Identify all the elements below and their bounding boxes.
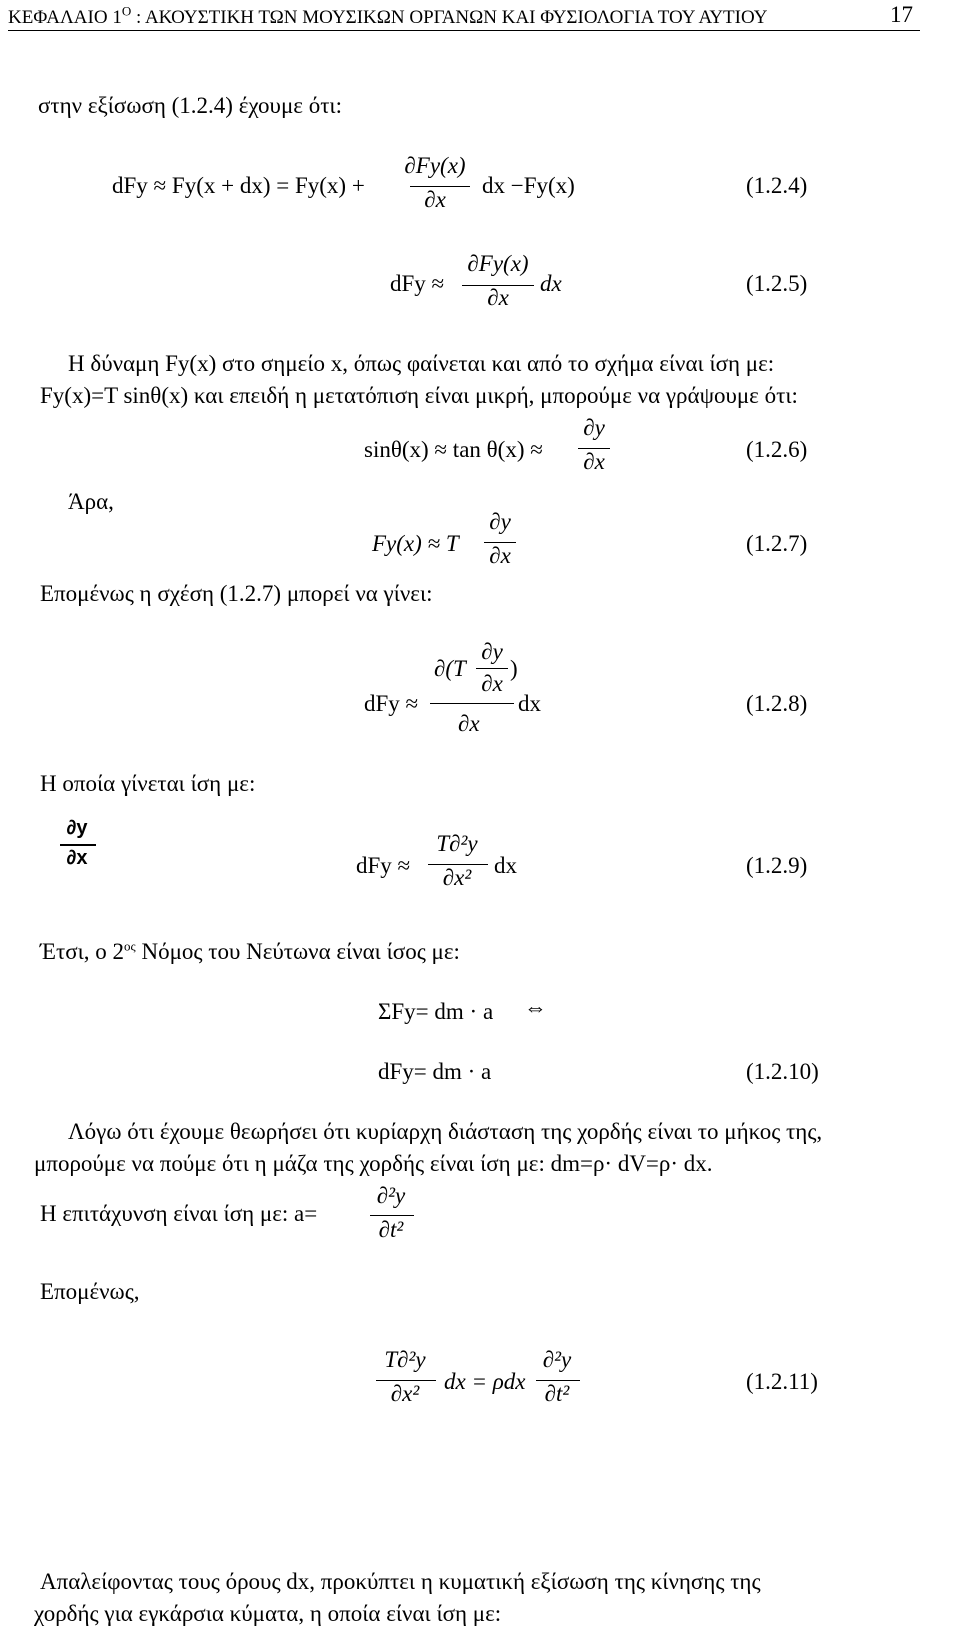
- fraction-numerator: ∂²y: [376, 1183, 406, 1208]
- fraction: [532, 1346, 582, 1408]
- equation-rhs: dx: [540, 271, 562, 296]
- fraction: [372, 1346, 438, 1408]
- paragraph: Λόγω ότι έχουμε θεωρήσει ότι κυρίαρχη διάσταση της χορδής είναι το μήκος της,: [68, 1119, 823, 1144]
- header-rule: [8, 30, 920, 31]
- equation-lhs: dFy ≈: [356, 853, 411, 878]
- fraction: [400, 152, 470, 214]
- fraction-numerator: ∂y: [489, 509, 511, 534]
- paragraph: Απαλείφοντας τους όρους dx, προκύπτει η κυματική εξίσωση της κίνησης της: [40, 1569, 761, 1594]
- chapter-prefix: ΚΕΦΑΛΑΙΟ 1: [8, 7, 122, 28]
- paragraph-part: Νόμος του Νεύτωνα είναι ίσος με:: [135, 939, 460, 964]
- equation-lhs: dFy ≈ Fy(x + dx) = Fy(x) +: [112, 173, 365, 198]
- chapter-title: : ΑΚΟΥΣΤΙΚΗ ΤΩΝ ΜΟΥΣΙΚΩΝ ΟΡΓΑΝΩΝ ΚΑΙ ΦΥΣΙΟΛΟΓΙΑ ΤΟΥ ΑΥΤΙΟΥ: [131, 7, 768, 28]
- fraction-numerator: ∂Fy(x): [467, 251, 529, 276]
- paragraph: στην εξίσωση (1.2.4) έχουμε ότι:: [38, 93, 343, 118]
- paragraph: [40, 938, 460, 966]
- paragraph: Η οποία γίνεται ίση με:: [40, 771, 256, 796]
- side-denominator: ∂x: [66, 847, 88, 869]
- fraction-numerator: ∂Fy(x): [404, 153, 466, 178]
- equation-lhs: sinθ(x) ≈ tan θ(x) ≈: [364, 437, 543, 462]
- equation-label: (1.2.7): [746, 531, 808, 556]
- paragraph-part: Έτσι, ο 2: [40, 939, 125, 964]
- fraction-bar: [370, 1215, 414, 1216]
- superscript: ος: [124, 938, 136, 954]
- equation-label: (1.2.8): [746, 691, 808, 716]
- paragraph: χορδής για εγκάρσια κύματα, η οποία είναι ίση με:: [34, 1601, 502, 1626]
- nested-fraction-bar: [476, 668, 508, 669]
- fraction-bar: [536, 1380, 580, 1381]
- fraction-denominator: ∂x: [424, 187, 446, 212]
- page-number: 17: [890, 2, 913, 27]
- equation-label: (1.2.5): [746, 271, 808, 296]
- fraction: [574, 414, 614, 476]
- paragraph: Επομένως η σχέση (1.2.7) μπορεί να γίνει:: [40, 581, 433, 606]
- equivalence-arrow-icon: ⇔: [524, 995, 547, 1020]
- fraction-bar: [410, 186, 470, 187]
- equation-rhs: dx −Fy(x): [482, 173, 575, 198]
- fraction-denominator: ∂x²: [390, 1381, 420, 1406]
- equation-label: (1.2.10): [746, 1059, 819, 1084]
- fraction-denominator: ∂t²: [378, 1217, 404, 1242]
- paragraph: Άρα,: [68, 489, 114, 514]
- fraction-denominator: ∂t²: [544, 1381, 570, 1406]
- fraction-bar: [578, 448, 610, 449]
- fraction-numerator: ∂y: [583, 415, 605, 440]
- fraction: [424, 830, 490, 892]
- running-header: [8, 3, 768, 30]
- fraction-numerator-part: ): [510, 656, 518, 681]
- paragraph: Η επιτάχυνση είναι ίση με: a=: [40, 1201, 318, 1226]
- equation-text: dFy= dm · a: [378, 1059, 492, 1084]
- fraction-numerator: T∂²y: [436, 831, 478, 856]
- fraction-denominator: ∂x: [487, 285, 509, 310]
- fraction-bar: [462, 285, 534, 286]
- fraction-denominator: ∂x: [583, 449, 605, 474]
- fraction-numerator: ∂²y: [542, 1347, 572, 1372]
- equation-label: (1.2.6): [746, 437, 808, 462]
- fraction-bar: [430, 703, 514, 704]
- equation-label: (1.2.11): [746, 1369, 818, 1394]
- equation-text: ΣFy= dm · a: [378, 999, 494, 1024]
- nested-numerator: ∂y: [481, 639, 503, 664]
- equation-rhs: dx: [494, 853, 517, 878]
- paragraph: Η δύναμη Fy(x) στο σημείο x, όπως φαίνεται και από το σχήμα είναι ίση με:: [68, 351, 775, 376]
- fraction-bar: [428, 864, 488, 865]
- fraction-bar: [484, 542, 516, 543]
- paragraph: μπορούμε να πούμε ότι η μάζα της χορδής είναι ίση με: dm=ρ· dV=ρ· dx.: [34, 1151, 713, 1176]
- equation-label: (1.2.4): [746, 173, 808, 198]
- equation-label: (1.2.9): [746, 853, 808, 878]
- equation-lhs: Fy(x) ≈ T: [372, 531, 459, 556]
- fraction-numerator: T∂²y: [384, 1347, 426, 1372]
- fraction: [480, 508, 520, 570]
- side-fraction-bar: [60, 844, 96, 846]
- paragraph: Fy(x)=T sinθ(x) και επειδή η μετατόπιση είναι μικρή, μπορούμε να γράψουμε ότι:: [40, 383, 798, 408]
- fraction: [366, 1182, 416, 1244]
- nested-denominator: ∂x: [481, 671, 503, 696]
- fraction-denominator: ∂x: [458, 711, 480, 736]
- equation-middle: dx = ρdx: [444, 1369, 526, 1394]
- equation-lhs: dFy ≈: [390, 271, 445, 296]
- side-numerator: ∂y: [66, 817, 88, 839]
- fraction-bar: [376, 1380, 436, 1381]
- fraction-denominator: ∂x²: [442, 865, 472, 890]
- fraction-numerator-part: ∂(T: [434, 656, 466, 681]
- fraction: [458, 250, 538, 312]
- side-fraction: [58, 816, 96, 870]
- fraction-denominator: ∂x: [489, 543, 511, 568]
- paragraph: Επομένως,: [40, 1279, 140, 1304]
- equation-lhs: dFy ≈: [364, 691, 419, 716]
- chapter-sup: Ο: [121, 3, 132, 19]
- equation-rhs: dx: [518, 691, 541, 716]
